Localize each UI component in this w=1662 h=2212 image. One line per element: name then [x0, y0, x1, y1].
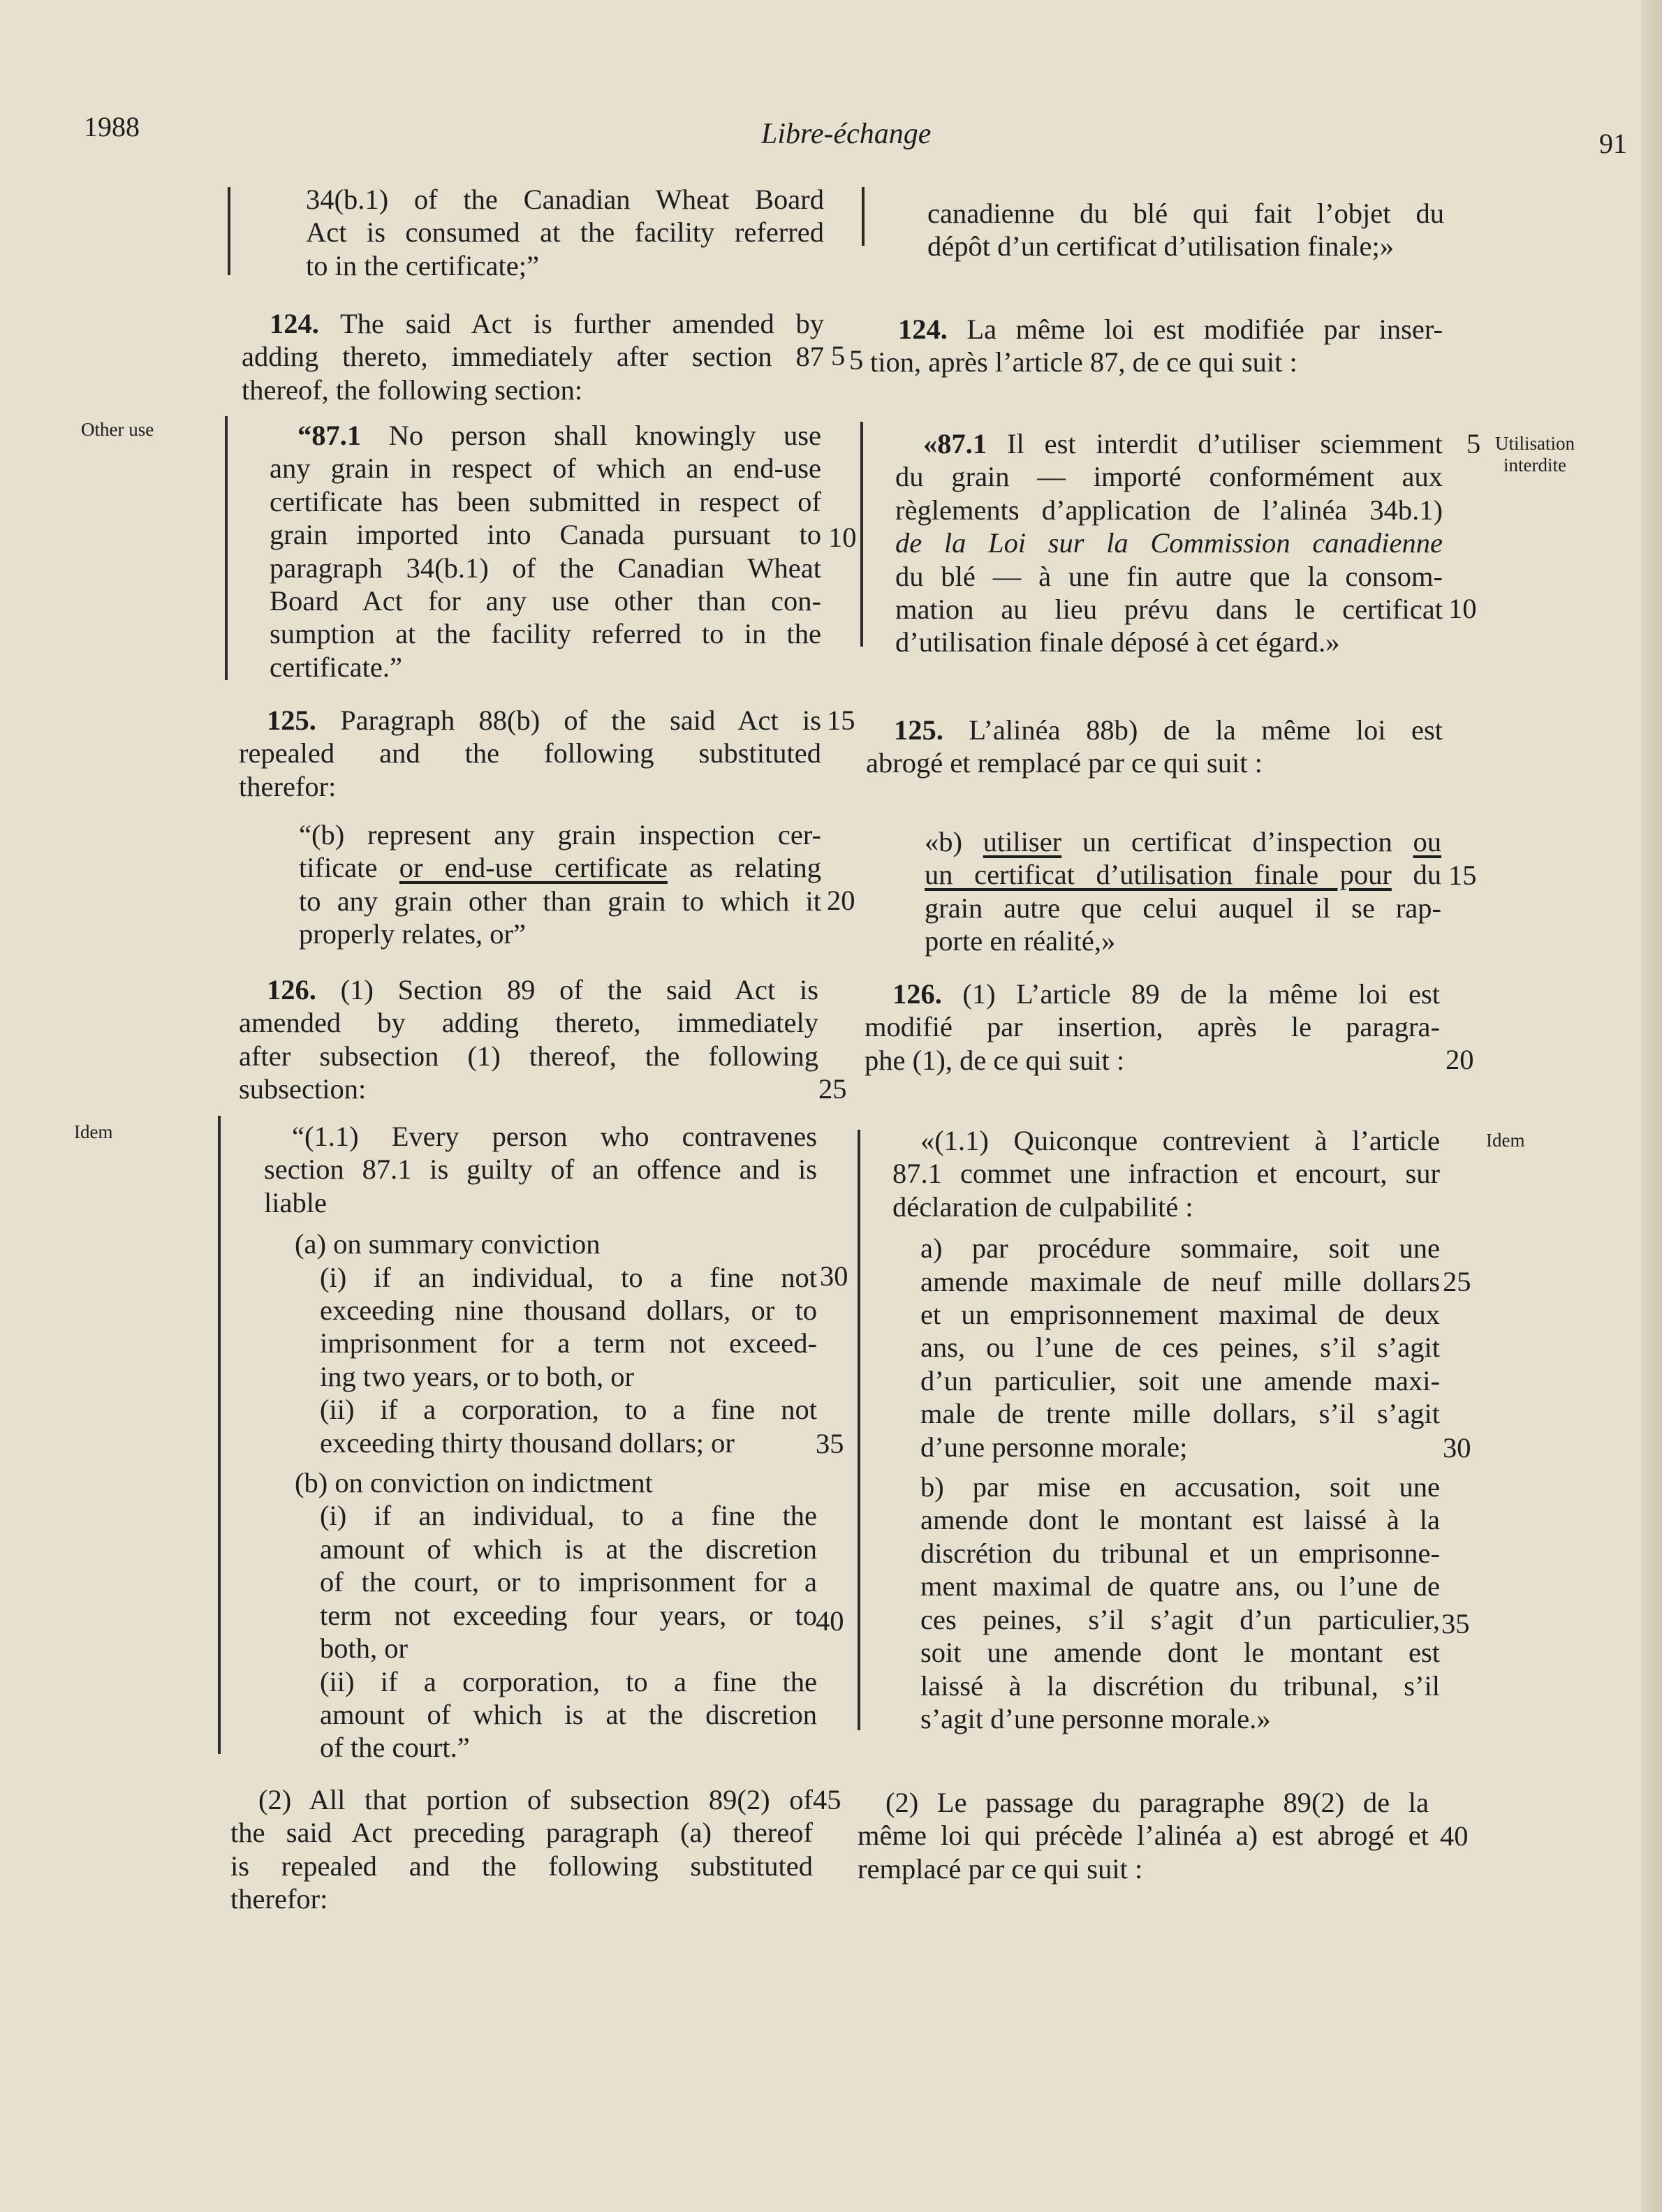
text-line: règlements d’application de l’alinéa 34b.1) — [895, 494, 1443, 526]
line-number: 35 — [1441, 1608, 1470, 1639]
text-line: (ii) if a corporation, to a fine not — [320, 1394, 817, 1426]
text-line: déclaration de culpabilité : — [892, 1190, 1193, 1223]
text-line — [299, 851, 821, 884]
text-line: therefor: — [239, 770, 337, 802]
fr-section-126 — [865, 978, 1440, 1077]
amendment-bar — [225, 416, 228, 680]
text-line: certificate.” — [270, 651, 402, 683]
text-line — [239, 973, 818, 1006]
line-number: 5 — [849, 344, 864, 376]
margin-note-idem-en: Idem — [74, 1121, 113, 1142]
text-line: Act is consumed at the facility referred — [306, 216, 824, 249]
text-line: section 87.1 is guilty of an offence and is — [264, 1153, 817, 1186]
text-line: d’une personne morale; — [920, 1431, 1188, 1463]
text-line: amended by adding thereto, immediately — [239, 1007, 818, 1039]
line-number: 40 — [816, 1605, 844, 1637]
text-line: adding thereto, immediately after section 87 — [242, 341, 824, 373]
text-line: modifié par insertion, après le paragra- — [865, 1011, 1440, 1043]
text-line: amount of which is at the discretion — [320, 1698, 817, 1730]
line-number: 10 — [828, 522, 857, 553]
text-line: of the court, or to imprisonment for a — [320, 1566, 817, 1598]
text-span: Il est interdit d’utiliser sciemment — [1007, 428, 1443, 459]
text-line: soit une amende dont le montant est — [920, 1637, 1440, 1669]
amended-text: or end-use certificate — [399, 852, 668, 884]
text-line: repealed and the following substituted — [239, 737, 821, 769]
section-number: 124. — [270, 308, 319, 339]
page-number: 91 — [1599, 128, 1627, 159]
text-line: exceeding nine thousand dollars, or to — [320, 1295, 817, 1327]
en-section-126 — [239, 973, 818, 1106]
text-line: is repealed and the following substituted — [230, 1850, 813, 1882]
amendment-bar — [228, 187, 230, 275]
text-line — [239, 704, 821, 737]
margin-note-utilisation-interdite — [1490, 433, 1580, 476]
text-line — [895, 427, 1443, 460]
text-line: ans, ou l’une de ces peines, s’il s’agit — [920, 1332, 1440, 1364]
text-line: laissé à la discrétion du tribunal, s’il — [920, 1669, 1440, 1702]
section-number: 126. — [892, 978, 942, 1010]
text-line: même loi qui précède l’alinéa a) est abrogé et — [858, 1820, 1429, 1852]
en-section-125 — [239, 704, 821, 803]
text-line: paragraph 34(b.1) of the Canadian Wheat — [270, 552, 821, 584]
amended-text: un certificat d’utilisation finale pour — [925, 859, 1392, 891]
amendment-bar — [858, 1130, 860, 1730]
text-line: grain autre que celui auquel il se rap- — [925, 892, 1441, 924]
text-line: d’utilisation finale déposé à cet égard.» — [895, 626, 1340, 658]
line-number: 45 — [813, 1784, 841, 1815]
text-line: a) par procédure sommaire, soit une — [920, 1232, 1440, 1264]
text-span: un certificat d’inspection — [1061, 826, 1413, 857]
text-line: “(1.1) Every person who contravenes — [292, 1121, 817, 1152]
line-number: 15 — [827, 705, 855, 736]
text-span: (1) L’article 89 de la même loi est — [962, 978, 1441, 1010]
text-line: abrogé et remplacé par ce qui suit : — [866, 747, 1263, 779]
line-number: 5 — [1466, 428, 1481, 459]
section-number: 125. — [267, 705, 316, 736]
line-number: 15 — [1448, 860, 1477, 891]
en-section-87-1 — [270, 419, 821, 684]
amendment-bar — [218, 1116, 221, 1754]
text-line: (ii) if a corporation, to a fine the — [320, 1665, 817, 1697]
text-line: ing two years, or to both, or — [320, 1360, 634, 1392]
line-number: 25 — [1443, 1266, 1471, 1297]
en-paragraph-88b — [299, 818, 821, 951]
text-line: du blé — à une fin autre que la consom- — [895, 560, 1443, 592]
section-number: 126. — [267, 974, 316, 1005]
fr-section-125 — [866, 714, 1443, 780]
text-line: exceeding thirty thousand dollars; or — [320, 1426, 735, 1459]
en-section-124 — [242, 307, 824, 406]
text-line: any grain in respect of which an end-use — [270, 452, 821, 485]
text-line: (b) on conviction on indictment — [295, 1467, 653, 1499]
text-line: 87.1 commet une infraction et encourt, sur — [892, 1158, 1440, 1190]
line-number: 20 — [1446, 1044, 1474, 1075]
text-line: term not exceeding four years, or to — [320, 1599, 817, 1631]
line-number: 35 — [816, 1428, 844, 1459]
text-line: amende dont le montant est laissé à la — [920, 1504, 1440, 1536]
text-line: liable — [264, 1186, 327, 1218]
en-continuation — [306, 183, 824, 282]
text-line: amount of which is at the discretion — [320, 1533, 817, 1565]
fr-section-87-1 — [895, 427, 1443, 659]
text-line: ces peines, s’il s’agit d’un particulier, — [920, 1603, 1440, 1635]
header-title: Libre-échange — [761, 118, 932, 150]
text-span: «b) — [925, 826, 983, 857]
text-line: “(b) represent any grain inspection cer- — [299, 819, 821, 850]
text-line: imprisonment for a term not exceed- — [320, 1327, 817, 1359]
line-number: 5 — [831, 340, 846, 371]
text-line: (i) if an individual, to a fine not — [320, 1261, 817, 1293]
margin-note-line: interdite — [1503, 455, 1566, 475]
text-line — [925, 858, 1441, 891]
header-year: 1988 — [84, 111, 140, 142]
en-subsection-89-2 — [230, 1783, 813, 1916]
text-line — [870, 313, 1443, 346]
amended-text: ou — [1413, 826, 1441, 857]
section-number: «87.1 — [923, 428, 987, 459]
margin-note-other-use: Other use — [81, 419, 154, 440]
section-number: “87.1 — [297, 420, 362, 451]
line-number: 30 — [820, 1260, 848, 1292]
text-line: (i) if an individual, to a fine the — [320, 1500, 817, 1532]
line-number: 10 — [1448, 593, 1477, 624]
text-line: b) par mise en accusation, soit une — [920, 1471, 1440, 1503]
fr-subsection-89-1-1 — [892, 1124, 1440, 1735]
text-line: (a) on summary conviction — [295, 1228, 601, 1260]
text-line: both, or — [320, 1632, 408, 1665]
text-line: du grain — importé conformément aux — [895, 461, 1443, 493]
page-edge — [1641, 0, 1662, 2212]
en-subsection-89-1-1 — [264, 1120, 817, 1764]
text-span: L’alinéa 88b) de la même loi est — [969, 714, 1443, 746]
line-number: 40 — [1440, 1820, 1469, 1852]
text-span: du — [1413, 859, 1441, 891]
text-line: the said Act preceding paragraph (a) thereof — [230, 1817, 813, 1849]
text-line: to any grain other than grain to which it — [299, 885, 821, 917]
text-line: to in the certificate;” — [306, 249, 539, 281]
fr-paragraph-88b — [925, 825, 1441, 958]
line-number: 20 — [827, 885, 855, 916]
text-line — [865, 978, 1440, 1010]
text-line: properly relates, or” — [299, 918, 526, 950]
text-line: Board Act for any use other than con- — [270, 585, 821, 617]
text-span: The said Act is further amended by — [339, 308, 824, 339]
text-line: de la Loi sur la Commission canadienne — [895, 527, 1443, 559]
text-line: grain imported into Canada pursuant to — [270, 519, 821, 551]
line-number: 30 — [1443, 1432, 1471, 1463]
text-line — [925, 825, 1441, 858]
text-line: et un emprisonnement maximal de deux — [920, 1299, 1440, 1331]
amended-text: utiliser — [983, 826, 1062, 857]
text-line: amende maximale de neuf mille dollars — [920, 1265, 1440, 1297]
fr-continuation — [927, 197, 1444, 263]
text-line: canadienne du blé qui fait l’objet du — [927, 198, 1444, 229]
text-span: tificate — [299, 852, 399, 884]
fr-subsection-89-2 — [858, 1786, 1429, 1885]
text-line: after subsection (1) thereof, the following — [239, 1040, 818, 1072]
margin-note-idem-fr: Idem — [1486, 1130, 1525, 1151]
text-span: (1) Section 89 of the said Act is — [340, 974, 818, 1005]
text-line: (2) Le passage du paragraphe 89(2) de la — [885, 1787, 1429, 1818]
text-line — [270, 419, 821, 452]
text-line: subsection: — [239, 1073, 367, 1105]
text-line: tion, après l’article 87, de ce qui suit : — [870, 346, 1297, 378]
text-line: certificate has been submitted in respect of — [270, 485, 821, 517]
text-line — [866, 714, 1443, 746]
text-line: thereof, the following section: — [242, 374, 583, 406]
text-line: porte en réalité,» — [925, 925, 1116, 957]
text-span: as relating — [667, 852, 821, 884]
line-number: 25 — [818, 1073, 847, 1105]
text-line: male de trente mille dollars, s’il s’agit — [920, 1398, 1440, 1430]
section-number: 124. — [898, 314, 948, 345]
margin-note-line: Utilisation — [1495, 433, 1575, 454]
text-line: s’agit d’une personne morale.» — [920, 1702, 1271, 1734]
text-line: «(1.1) Quiconque contrevient à l’article — [920, 1125, 1440, 1156]
text-line: discrétion du tribunal et un emprisonne- — [920, 1537, 1440, 1569]
text-line — [242, 307, 824, 340]
section-number: 125. — [894, 714, 943, 746]
text-line: remplacé par ce qui suit : — [858, 1852, 1143, 1885]
text-line: dépôt d’un certificat d’utilisation finale;» — [927, 230, 1395, 263]
text-line: mation au lieu prévu dans le certificat — [895, 593, 1443, 626]
text-line: therefor: — [230, 1883, 328, 1915]
text-line: phe (1), de ce qui suit : — [865, 1044, 1125, 1076]
amendment-bar — [860, 422, 863, 647]
amendment-bar — [862, 187, 865, 246]
text-line: 34(b.1) of the Canadian Wheat Board — [306, 184, 824, 215]
text-span: Paragraph 88(b) of the said Act is — [340, 705, 822, 736]
fr-section-124 — [870, 313, 1443, 379]
text-line: sumption at the facility referred to in the — [270, 618, 821, 650]
text-span: La même loi est modifiée par inser- — [966, 314, 1443, 345]
text-line: of the court.” — [320, 1732, 470, 1764]
text-line: (2) All that portion of subsection 89(2) of — [258, 1784, 813, 1815]
text-line: ment maximal de quatre ans, ou l’une de — [920, 1570, 1440, 1602]
text-span: No person shall knowingly use — [388, 420, 822, 451]
text-line: d’un particulier, soit une amende maxi- — [920, 1364, 1440, 1396]
